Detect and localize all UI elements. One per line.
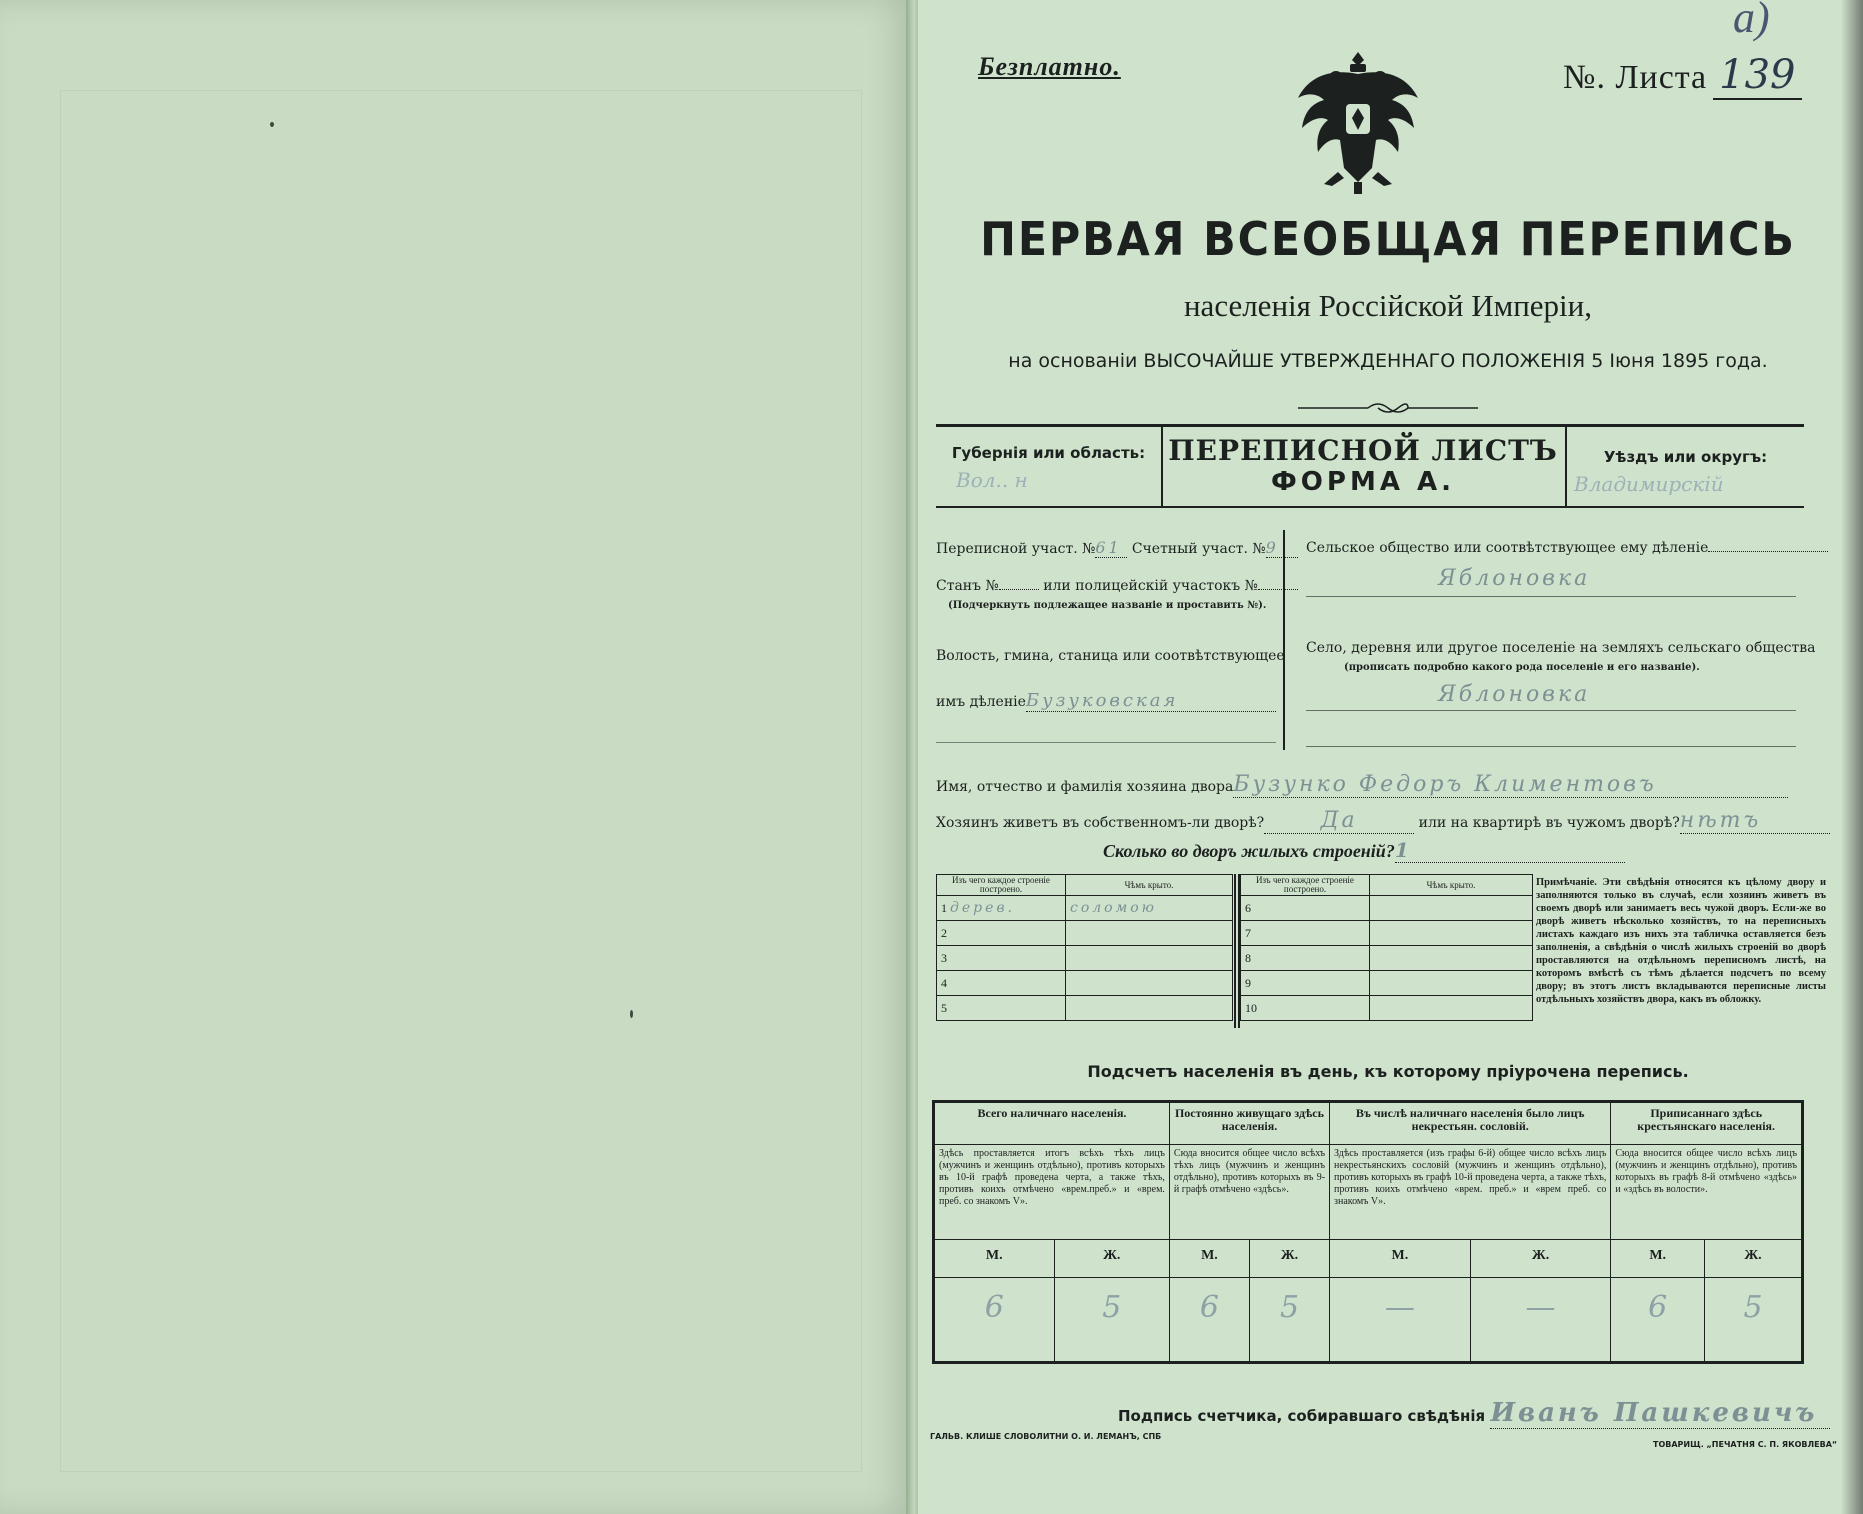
male-count: 6 (934, 1278, 1055, 1363)
buildings-question (1103, 838, 1625, 863)
female-count: 5 (1054, 1278, 1169, 1363)
rent-label: или на квартирѣ въ чужомъ дворѣ? (1418, 815, 1680, 831)
form-letter: ФОРМА А. (1271, 467, 1455, 497)
female-count: 5 (1705, 1278, 1803, 1363)
table-row: 9 (1241, 971, 1533, 996)
buildings-note: Примѣчаніе. Эти свѣдѣнія относятся къ цѣлому двору и заполняются только въ случаѣ, если хозяинъ живетъ въ своемъ дворѣ или занимаетъ весь чужой дворъ. Если-же во дворѣ живетъ нѣсколько хозяйствъ, то на переписныхъ листахъ каждаго изъ нихъ эта табличка оставляется безъ заполненія, а свѣдѣнія о числѣ жилыхъ строеній во дворѣ проставляются на отдѣльномъ переписномъ листѣ, на которомъ вмѣстѣ съ тѣмъ дѣлается подсчетъ по всему двору; въ этотъ листъ вкладываются переписные листы отдѣльныхъ хозяйствъ двора, какъ въ обложку. (1536, 877, 1826, 1005)
count-col-desc: Здѣсь проставляется итогъ всѣхъ тѣхъ лицъ (мужчинъ и женщинъ отдѣльно), противъ которыхъ въ 10-й графѣ проведена черта, а также тѣхъ, противъ коихъ отмѣчено «врем.преб.» и «врем. преб. со знакомъ V». (934, 1145, 1170, 1240)
bleed-through-ghost (60, 90, 862, 1472)
stan-note: (Подчеркнуть подлежащее названіе и проставить №). (948, 600, 1267, 611)
roof-value: соломою (1066, 896, 1233, 921)
left-page-blank (0, 0, 912, 1514)
lives-row (936, 808, 1830, 834)
district-label: Уѣздъ или округъ: (1603, 448, 1768, 466)
district-value: Владимирскій (1574, 472, 1724, 496)
count-col-head: Постоянно живущаго здѣсь населенія. (1169, 1102, 1329, 1145)
male-header: М. (1611, 1240, 1705, 1278)
buildings-question-text: Сколько во дворъ жилыхъ строеній? (1103, 841, 1395, 861)
dotted-rule (936, 742, 1276, 743)
count-col-head: Въ числѣ наличнаго населенія было лицъ некрестьян. сословій. (1330, 1102, 1611, 1145)
paper-speck (270, 122, 274, 127)
ornament-divider-icon (1298, 398, 1478, 418)
count-col-desc: Сюда вносится общее число всѣхъ лицъ (мужчинъ и женщинъ отдѣльно), противъ которыхъ въ графѣ 8-й отмѣчено «здѣсь» и «здѣсь въ волости». (1611, 1145, 1803, 1240)
sheet-number (1563, 52, 1802, 98)
owner-label: Имя, отчество и фамилія хозяина двора (936, 779, 1234, 795)
rent-value: нѣтъ (1680, 808, 1830, 834)
society-label: Сельское общество или соотвѣтствующее ему дѣленіе (1306, 540, 1709, 556)
count-title: Подсчетъ населенія въ день, къ которому пріурочена перепись. (1087, 1062, 1689, 1081)
table-row: 5 (937, 996, 1233, 1021)
female-header: Ж. (1470, 1240, 1611, 1278)
table-row: 7 (1241, 921, 1533, 946)
legal-basis-line: на основаніи ВЫСОЧАЙШЕ УТВЕРЖДЕННАГО ПОЛОЖЕНІЯ 5 Іюня 1895 года. (1008, 350, 1768, 372)
count-district-label: Счетный участ. № (1131, 541, 1266, 557)
page-edge-shadow (1841, 0, 1863, 1514)
volost-value: Бузуковская (1026, 690, 1276, 712)
male-header: М. (1169, 1240, 1249, 1278)
free-label: Безплатно. (978, 52, 1121, 81)
col-roof-header: Чѣмъ крыто. (1066, 875, 1233, 896)
dotted-rule (1306, 746, 1796, 747)
paper-speck (630, 1010, 633, 1018)
count-col-head: Приписаннаго здѣсь крестьянскаго населенія. (1611, 1102, 1803, 1145)
province-label: Губернія или область: (951, 444, 1146, 462)
volost-row (936, 690, 1276, 712)
sheet-number-value: 139 (1713, 52, 1801, 100)
form-sheet-title: ПЕРЕПИСНОЙ ЛИСТЪ (1168, 434, 1558, 467)
male-count: 6 (1611, 1278, 1705, 1363)
buildings-table-left (936, 874, 1233, 1021)
table-row: 10 (1241, 996, 1533, 1021)
count-district-value: 9 (1266, 538, 1298, 558)
male-count: — (1330, 1278, 1471, 1363)
enumerator-signature-row (1118, 1398, 1830, 1429)
province-value: Вол.. н (956, 468, 1028, 492)
province-box (936, 426, 1161, 506)
table-row: 4 (937, 971, 1233, 996)
police-label: или полицейскій участокъ № (1043, 578, 1258, 594)
male-count: 6 (1169, 1278, 1249, 1363)
sheet-number-label: №. Листа (1563, 59, 1708, 96)
dotted-rule (1306, 710, 1796, 711)
female-header: Ж. (1249, 1240, 1329, 1278)
buildings-table-right (1240, 874, 1533, 1021)
table-row: 6 (1241, 896, 1533, 921)
table-row: 3 (937, 946, 1233, 971)
printer-credit-left: ГАЛЬВ. КЛИШЕ СЛОВОЛИТНИ О. И. ЛЕМАНЪ, СПБ (930, 1432, 1162, 1441)
count-col-head: Всего наличнаго населенія. (934, 1102, 1170, 1145)
village-note: (прописать подробно какого рода поселеніе и его названіе). (1344, 662, 1700, 673)
count-col-desc: Сюда вносится общее число всѣхъ тѣхъ лицъ (мужчинъ и женщинъ отдѣльно), противъ которыхъ въ 9-й графѣ отмѣчено «здѣсь». (1169, 1145, 1329, 1240)
owner-value: Бузунко Федоръ Климентовъ (1233, 772, 1788, 798)
header-box-divider (1565, 424, 1567, 508)
census-district-row (936, 538, 1298, 558)
table-row: 1 дерев. соломою (937, 896, 1233, 921)
fields-divider (1283, 530, 1285, 750)
form-title: ПЕРВАЯ ВСЕОБЩАЯ ПЕРЕПИСЬ (980, 212, 1796, 266)
signature-value: Иванъ Пашкевичъ (1490, 1398, 1830, 1429)
volost-label-line2: имъ дѣленіе (936, 694, 1026, 710)
population-count-table (932, 1100, 1804, 1364)
material-value: дерев. (950, 900, 1016, 916)
district-box (1568, 430, 1803, 508)
census-district-label: Переписной участ. № (936, 541, 1096, 557)
stan-label: Станъ № (936, 578, 999, 594)
printer-credit-right: ТОВАРИЩ. „ПЕЧАТНЯ С. П. ЯКОВЛЕВА“ (1653, 1440, 1838, 1449)
female-count: — (1470, 1278, 1611, 1363)
lives-value: Да (1264, 808, 1414, 834)
dotted-rule (1306, 596, 1796, 597)
census-district-value: 61 (1095, 538, 1127, 558)
village-label: Село, деревня или другое поселеніе на земляхъ сельскаго общества (1306, 640, 1816, 656)
form-type-box (1163, 424, 1563, 508)
signature-label: Подпись счетчика, собиравшаго свѣдѣнія (1118, 1407, 1486, 1425)
society-row (1306, 540, 1828, 556)
imperial-eagle-icon (1288, 48, 1428, 198)
village-value: Яблоновка (1438, 682, 1591, 707)
table-row: 2 (937, 921, 1233, 946)
col-material-header: Изъ чего каждое строеніе построено. (1241, 875, 1370, 896)
male-header: М. (1330, 1240, 1471, 1278)
col-material-header: Изъ чего каждое строеніе построено. (937, 875, 1066, 896)
society-value: Яблоновка (1438, 566, 1591, 591)
count-col-desc: Здѣсь проставляется (изъ графы 6-й) общее число всѣхъ лицъ некрестьянскихъ сословій (мужчинъ и женщинъ отдѣльно), противъ которыхъ въ графѣ 10-й проведена черта, а также тѣхъ, противъ коихъ отмѣчено «врем. преб.» и «врем преб. со знакомъ V». (1330, 1145, 1611, 1240)
form-subtitle: населенія Россійской Имперіи, (1183, 288, 1593, 323)
col-roof-header: Чѣмъ крыто. (1370, 875, 1533, 896)
corner-handwritten-mark: а) (1733, 0, 1770, 42)
female-header: Ж. (1054, 1240, 1169, 1278)
table-row: 8 (1241, 946, 1533, 971)
female-count: 5 (1249, 1278, 1329, 1363)
male-header: М. (934, 1240, 1055, 1278)
owner-row (936, 772, 1788, 798)
buildings-value: 1 (1395, 838, 1625, 863)
volost-label: Волость, гмина, станица или соотвѣтствующее (936, 648, 1285, 664)
census-form-page (918, 0, 1863, 1514)
lives-label: Хозяинъ живетъ въ собственномъ-ли дворѣ? (936, 815, 1265, 831)
female-header: Ж. (1705, 1240, 1803, 1278)
stan-row (936, 578, 1298, 594)
